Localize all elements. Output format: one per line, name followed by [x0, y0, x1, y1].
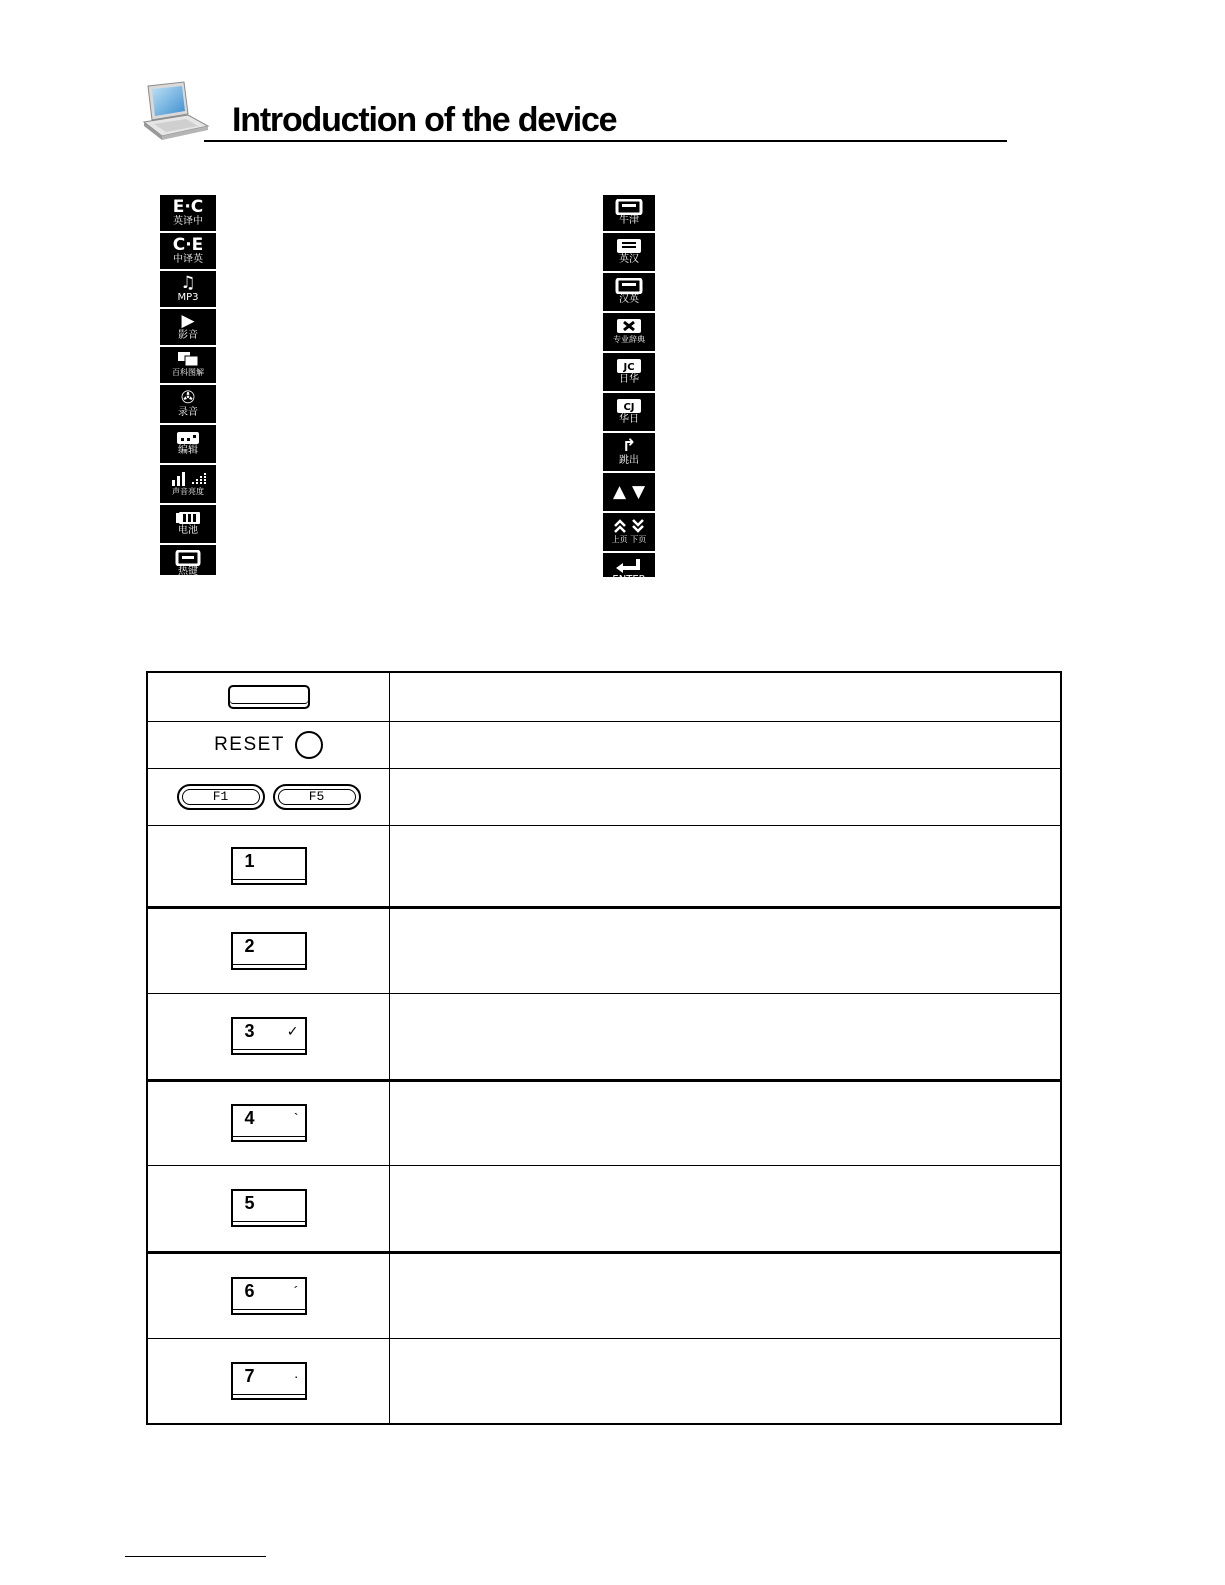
key-oxford	[603, 195, 655, 233]
table-row	[147, 993, 1061, 1080]
key-icon-cell	[147, 1252, 390, 1338]
key-label: 英译中	[173, 216, 203, 227]
key-jump-out	[603, 433, 655, 473]
key-volume-brightness	[160, 465, 216, 505]
key-icon-cell	[147, 721, 390, 768]
cj-book-icon	[615, 398, 643, 414]
key-label: 英汉	[619, 254, 639, 265]
key-mark: `	[293, 1110, 299, 1126]
key-icon-cell	[147, 1165, 390, 1252]
layered-squares-icon	[176, 351, 200, 367]
battery-icon	[175, 511, 201, 525]
key-icon-cell	[147, 768, 390, 825]
key-description-table	[146, 671, 1062, 1425]
key-video	[160, 309, 216, 347]
table-row	[147, 1338, 1061, 1424]
key-mark: ·	[293, 1367, 299, 1384]
description-cell	[390, 672, 1062, 721]
key-label: ENTER	[612, 574, 646, 585]
key-icon-cell	[147, 1338, 390, 1424]
f5-label: F5	[308, 788, 325, 804]
key-icon-cell	[147, 825, 390, 907]
footnote-rule	[125, 1556, 266, 1557]
book-icon	[615, 238, 643, 254]
crossed-book-icon	[615, 318, 643, 334]
key-chinese-english	[160, 233, 216, 271]
key-mp3	[160, 271, 216, 309]
page-up-down-icon	[612, 518, 646, 534]
key-label: 专业辞典	[613, 335, 645, 344]
key-label: 上页 下页	[611, 535, 647, 544]
number-key-icon	[231, 1362, 307, 1400]
key-mark: ´	[293, 1282, 299, 1299]
description-cell	[390, 1252, 1062, 1338]
description-cell	[390, 825, 1062, 907]
key-icon-cell	[147, 993, 390, 1080]
power-key-icon	[228, 685, 310, 709]
description-cell	[390, 907, 1062, 993]
enter-icon	[614, 558, 644, 574]
ec-icon: E·C	[172, 197, 204, 217]
key-enter	[603, 553, 655, 591]
key-label: 牛津	[619, 215, 639, 226]
key-battery	[160, 505, 216, 545]
key-label: 日华	[619, 374, 639, 385]
description-cell	[390, 1165, 1062, 1252]
right-key-strip	[603, 195, 655, 585]
f1-key-icon	[177, 784, 265, 810]
key-number: 4	[244, 1108, 255, 1128]
key-encyclopedia	[160, 347, 216, 385]
key-page-up-down	[603, 513, 655, 553]
key-label: 中译英	[173, 254, 203, 265]
key-label: 汉英	[619, 294, 639, 305]
key-number: 1	[244, 850, 255, 871]
key-label: MP3	[177, 292, 199, 303]
description-cell	[390, 1080, 1062, 1165]
table-row	[147, 768, 1061, 825]
key-label: 电池	[178, 525, 198, 536]
key-label: 百科图解	[172, 368, 204, 377]
key-up-down	[603, 473, 655, 513]
hotkey-box-icon	[175, 550, 201, 566]
description-cell	[390, 721, 1062, 768]
key-hotkey	[160, 545, 216, 583]
key-professional-dict	[603, 313, 655, 353]
table-row	[147, 1252, 1061, 1338]
description-cell	[390, 993, 1062, 1080]
description-cell	[390, 1338, 1062, 1424]
key-label: 影音	[178, 330, 198, 341]
key-label: 录音	[178, 407, 198, 418]
edit-box-icon	[176, 431, 200, 445]
key-record	[160, 385, 216, 425]
key-edit	[160, 425, 216, 465]
table-row	[147, 1165, 1061, 1252]
reset-hole-icon	[295, 731, 323, 759]
jc-book-icon	[615, 358, 643, 374]
key-chinese-japanese	[603, 393, 655, 433]
title-underline	[204, 140, 1007, 142]
svg-text:CJ: CJ	[623, 402, 635, 413]
key-number: 3	[244, 1021, 255, 1041]
key-chinese-english-dict	[603, 273, 655, 313]
f1-label: F1	[212, 788, 229, 804]
book-icon	[615, 278, 643, 294]
key-icon-cell	[147, 1080, 390, 1165]
laptop-icon	[140, 80, 212, 142]
svg-text:JC: JC	[623, 362, 635, 373]
description-cell	[390, 768, 1062, 825]
table-row	[147, 825, 1061, 907]
key-mark: ✓	[286, 1023, 299, 1039]
left-key-strip	[160, 195, 216, 575]
play-icon: ▶	[181, 311, 195, 331]
key-english-chinese	[160, 195, 216, 233]
book-icon	[615, 199, 643, 215]
key-japanese-chinese	[603, 353, 655, 393]
table-row	[147, 907, 1061, 993]
key-number: 7	[244, 1365, 255, 1386]
table-row	[147, 721, 1061, 768]
reset-label: RESET	[214, 733, 285, 755]
number-key-icon	[231, 847, 307, 885]
key-label: 跳出	[619, 455, 639, 466]
music-note-icon: ♫	[180, 273, 196, 293]
key-number: 2	[244, 935, 255, 956]
key-english-chinese-dict	[603, 233, 655, 273]
f5-key-icon	[273, 784, 361, 810]
table-row	[147, 672, 1061, 721]
record-reel-icon: ✇	[180, 388, 196, 408]
number-key-icon	[231, 1104, 307, 1142]
number-key-icon	[231, 1189, 307, 1227]
key-label: 热键	[178, 566, 198, 577]
number-key-icon	[231, 1277, 307, 1315]
key-icon-cell	[147, 907, 390, 993]
up-down-arrows-icon: ▲ ▼	[612, 482, 646, 502]
number-key-icon	[231, 1017, 307, 1055]
key-label: 声音亮度	[172, 487, 204, 496]
key-label: 华日	[619, 414, 639, 425]
volume-bars-icon	[168, 470, 208, 486]
key-label: 编辑	[178, 445, 198, 456]
number-key-icon	[231, 932, 307, 970]
key-icon-cell	[147, 672, 390, 721]
key-number: 5	[244, 1193, 255, 1213]
jump-arrow-icon: ↱	[621, 436, 637, 456]
key-number: 6	[244, 1280, 255, 1301]
page-title: Introduction of the device	[232, 101, 617, 139]
table-row	[147, 1080, 1061, 1165]
ce-icon: C·E	[172, 235, 204, 255]
